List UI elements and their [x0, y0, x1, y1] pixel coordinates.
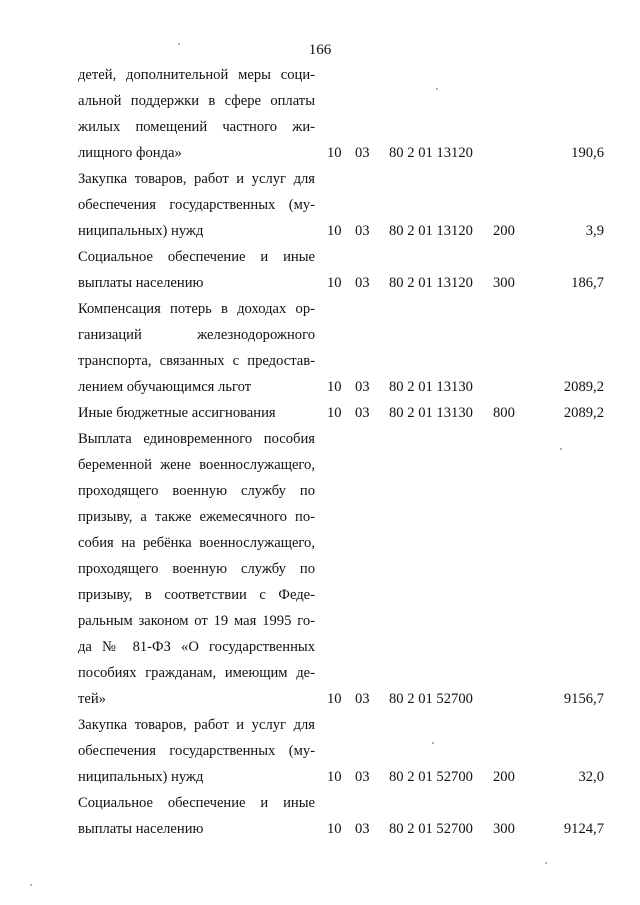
- description-line: Закупка товаров, работ и услуг для: [78, 717, 315, 733]
- description-line: призыву, в соответствии с Феде-: [78, 587, 315, 603]
- row-codes: [327, 218, 604, 244]
- subsection-code: 03: [355, 379, 370, 395]
- target-article-code: 80 2 01 13130: [389, 379, 473, 395]
- row-codes: [327, 816, 604, 842]
- amount-value: 3,9: [585, 223, 604, 239]
- table-row: [78, 712, 604, 790]
- section-code: 10: [327, 223, 342, 239]
- description-line: жилых помещений частного жи-: [78, 119, 315, 135]
- description-line: беременной жене военнослужащего,: [78, 457, 315, 473]
- scan-speck: [30, 884, 32, 886]
- table-row: [78, 296, 604, 400]
- amount-value: 2089,2: [563, 379, 604, 395]
- row-description: [78, 426, 315, 712]
- row-description: [78, 166, 315, 244]
- expense-type-code: 200: [493, 223, 515, 239]
- row-description: [78, 712, 315, 790]
- row-description: [78, 400, 315, 426]
- subsection-code: 03: [355, 275, 370, 291]
- row-description: [78, 296, 315, 400]
- description-line: обеспечения государственных (му-: [78, 743, 315, 759]
- target-article-code: 80 2 01 52700: [389, 769, 473, 785]
- row-codes: [327, 140, 604, 166]
- section-code: 10: [327, 275, 342, 291]
- description-line: ральным законом от 19 мая 1995 го-: [78, 613, 315, 629]
- description-line: Социальное обеспечение и иные: [78, 249, 315, 265]
- description-line: ниципальных) нужд: [78, 223, 204, 239]
- description-line: собия на ребёнка военнослужащего,: [78, 535, 315, 551]
- description-line: Компенсация потерь в доходах ор-: [78, 301, 315, 317]
- section-code: 10: [327, 821, 342, 837]
- row-codes: [327, 270, 604, 296]
- table-row: [78, 166, 604, 244]
- amount-value: 186,7: [571, 275, 604, 291]
- description-line: пособиях гражданам, имеющим де-: [78, 665, 315, 681]
- expense-type-code: 200: [493, 769, 515, 785]
- description-line: проходящего военную службу по: [78, 483, 315, 499]
- table-row: [78, 400, 604, 426]
- description-line: Социальное обеспечение и иные: [78, 795, 315, 811]
- row-description: [78, 790, 315, 842]
- subsection-code: 03: [355, 223, 370, 239]
- scan-speck: [432, 742, 434, 744]
- amount-value: 32,0: [578, 769, 604, 785]
- description-line: детей, дополнительной меры соци-: [78, 67, 315, 83]
- expense-type-code: 800: [493, 405, 515, 421]
- description-line: Закупка товаров, работ и услуг для: [78, 171, 315, 187]
- row-codes: [327, 764, 604, 790]
- scan-speck: [178, 43, 180, 45]
- subsection-code: 03: [355, 145, 370, 161]
- table-row: [78, 62, 604, 166]
- expense-type-code: 300: [493, 821, 515, 837]
- target-article-code: 80 2 01 52700: [389, 691, 473, 707]
- page-number: 166: [308, 42, 332, 58]
- description-line: да № 81-ФЗ «О государственных: [78, 639, 315, 655]
- row-description: [78, 62, 315, 166]
- description-line: ганизаций железнодорожного: [78, 327, 315, 343]
- amount-value: 9124,7: [563, 821, 604, 837]
- amount-value: 9156,7: [563, 691, 604, 707]
- section-code: 10: [327, 145, 342, 161]
- description-line: выплаты населению: [78, 275, 204, 291]
- scan-speck: [436, 88, 438, 90]
- row-codes: [327, 686, 604, 712]
- target-article-code: 80 2 01 13120: [389, 223, 473, 239]
- description-line: обеспечения государственных (му-: [78, 197, 315, 213]
- description-line: призыву, а также ежемесячного по-: [78, 509, 315, 525]
- target-article-code: 80 2 01 13120: [389, 275, 473, 291]
- description-line: лением обучающимся льгот: [78, 379, 252, 395]
- table-row: [78, 426, 604, 712]
- description-line: Выплата единовременного пособия: [78, 431, 315, 447]
- subsection-code: 03: [355, 691, 370, 707]
- section-code: 10: [327, 405, 342, 421]
- amount-value: 2089,2: [563, 405, 604, 421]
- subsection-code: 03: [355, 821, 370, 837]
- subsection-code: 03: [355, 405, 370, 421]
- subsection-code: 03: [355, 769, 370, 785]
- table-row: [78, 790, 604, 842]
- section-code: 10: [327, 379, 342, 395]
- description-line: Иные бюджетные ассигнования: [78, 405, 276, 421]
- scan-speck: [560, 448, 562, 450]
- target-article-code: 80 2 01 13120: [389, 145, 473, 161]
- description-line: ниципальных) нужд: [78, 769, 204, 785]
- row-codes: [327, 400, 604, 426]
- scan-speck: [545, 862, 547, 864]
- amount-value: 190,6: [571, 145, 604, 161]
- description-line: альной поддержки в сфере оплаты: [78, 93, 315, 109]
- description-line: выплаты населению: [78, 821, 204, 837]
- target-article-code: 80 2 01 13130: [389, 405, 473, 421]
- row-description: [78, 244, 315, 296]
- row-codes: [327, 374, 604, 400]
- section-code: 10: [327, 691, 342, 707]
- description-line: лищного фонда»: [78, 145, 182, 161]
- table-row: [78, 244, 604, 296]
- section-code: 10: [327, 769, 342, 785]
- description-line: тей»: [78, 691, 106, 707]
- target-article-code: 80 2 01 52700: [389, 821, 473, 837]
- expense-type-code: 300: [493, 275, 515, 291]
- description-line: транспорта, связанных с предостав-: [78, 353, 315, 369]
- description-line: проходящего военную службу по: [78, 561, 315, 577]
